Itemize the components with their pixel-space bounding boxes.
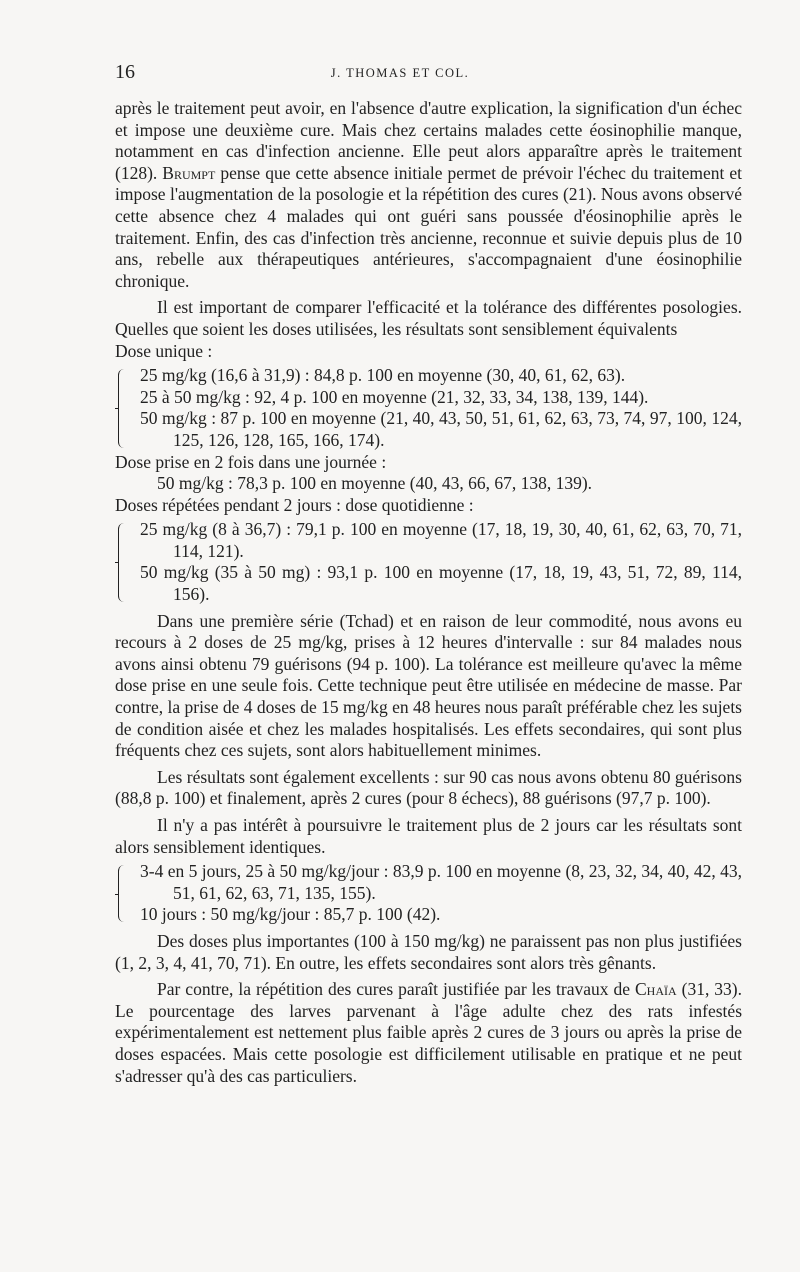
author-name: Chaïa [634, 979, 677, 1000]
paragraph: Dans une première série (Tchad) et en raison de leur commodité, nous avons eu recours à 2 doses de 25 mg/kg, prises à 12 heures d'intervalle : sur 84 malades nous avons ainsi obtenu 79 guérisons (94 p. 100). La tolérance est meilleure qu'avec la même dose prise en une seule fois. Cette technique peut être utilisée en médecine de masse. Par contre, la prise de 4 doses de 15 mg/kg en 48 heures nous paraît préférable chez les sujets de condition aisée et chez les malades hospitalisés. Les effets secondaires, qui sont plus fréquents chez ces sujets, sont alors habituellement minimes. [115, 610, 742, 761]
brace [118, 865, 126, 922]
dose-label: Dose prise en 2 fois dans une journée : [115, 451, 387, 472]
body-text [115, 98, 742, 1087]
paragraph: Les résultats sont également excellents : sur 90 cas nous avons obtenu 80 guérisons (88,8 p. 100) et finalement, après 2 cures (pour 8 échecs), 88 guérisons (97,7 p. 100). [115, 766, 742, 809]
brace [118, 523, 126, 601]
dose-entry: 10 jours : 50 mg/kg/jour : 85,7 p. 100 (42). [140, 904, 441, 925]
paragraph: Il est important de comparer l'efficacité et la tolérance des différentes posologies. Quelles que soient les doses utilisées, les résultats sont sensiblement équivalents [115, 297, 742, 339]
dose-entry: 50 mg/kg : 87 p. 100 en moyenne (21, 40, 43, 50, 51, 61, 62, 63, 73, 74, 97, 100, 124, 125, 126, 128, 165, 166, 174). [140, 408, 742, 450]
dose-entry: 25 mg/kg (8 à 36,7) : 79,1 p. 100 en moyenne (17, 18, 19, 30, 40, 61, 62, 63, 70, 71, 114, 121). [140, 519, 742, 561]
dose-entry: 50 mg/kg (35 à 50 mg) : 93,1 p. 100 en moyenne (17, 18, 19, 43, 51, 72, 89, 114, 156). [140, 562, 742, 605]
dose-label: Dose unique : [115, 340, 213, 361]
paragraph-text: pense que cette absence initiale permet de prévoir l'échec du traitement et impose l'augmentation de la posologie et la répétition des cures (21). Nous avons observé cette absence chez 4 malades qui ont guéri sans poussée d'éosinophilie après le traitement. Enfin, des cas d'infection très ancienne, reconnue et suivie depuis plus de 10 ans, rebelle aux thérapeutiques antérieures, s'accompagnaient d'une éosinophilie chronique. [115, 162, 743, 291]
paragraph: Des doses plus importantes (100 à 150 mg/kg) ne paraissent pas non plus justifiées (1, 2, 3, 4, 41, 70, 71). En outre, les effets secondaires sont alors très gênants. [115, 930, 742, 973]
paragraph-text: (31, 33). Le pourcentage des larves parvenant à l'âge adulte chez des rats infestés expérimentalement est nettement plus faible après 2 cures de 3 jours ou après la prise de doses espacées. Mais cette posologie est difficilement utilisable en pratique et ne peut s'adresser qu'à des cas particuliers. [115, 979, 742, 1086]
dose-label: Doses répétées pendant 2 jours : dose quotidienne : [115, 494, 474, 515]
paragraph [115, 98, 742, 292]
dose-group-repeated [115, 519, 742, 605]
dose-entry: 50 mg/kg : 78,3 p. 100 en moyenne (40, 43, 66, 67, 138, 139). [157, 473, 593, 494]
page-number: 16 [115, 61, 135, 83]
running-header: J. THOMAS ET COL. [330, 66, 470, 80]
dose-group-unique [115, 365, 742, 451]
author-name: Brumpt [162, 162, 216, 183]
dose-entry: 25 à 50 mg/kg : 92, 4 p. 100 en moyenne (21, 32, 33, 34, 138, 139, 144). [140, 386, 649, 407]
dose-entry: 3-4 en 5 jours, 25 à 50 mg/kg/jour : 83,9 p. 100 en moyenne (8, 23, 32, 34, 40, 42, 43, 51, 61, 62, 63, 71, 135, 155). [140, 861, 742, 903]
paragraph: Il n'y a pas intérêt à poursuivre le traitement plus de 2 jours car les résultats sont alors sensiblement identiques. [115, 815, 742, 857]
dose-group-long [115, 861, 742, 926]
paragraph-text: Par contre, la répétition des cures paraît justifiée par les travaux de [157, 979, 631, 1000]
paragraph [115, 979, 742, 1087]
brace [118, 369, 126, 447]
paragraph-text: après le traitement peut avoir, en l'absence d'autre explication, la signification d'un échec et impose une deuxième cure. Mais chez certains malades cette éosinophilie manque, notamment en cas d'infection ancienne. Elle peut alors apparaître après le traitement (128). [115, 98, 742, 183]
dose-entry: 25 mg/kg (16,6 à 31,9) : 84,8 p. 100 en moyenne (30, 40, 61, 62, 63). [140, 365, 626, 386]
